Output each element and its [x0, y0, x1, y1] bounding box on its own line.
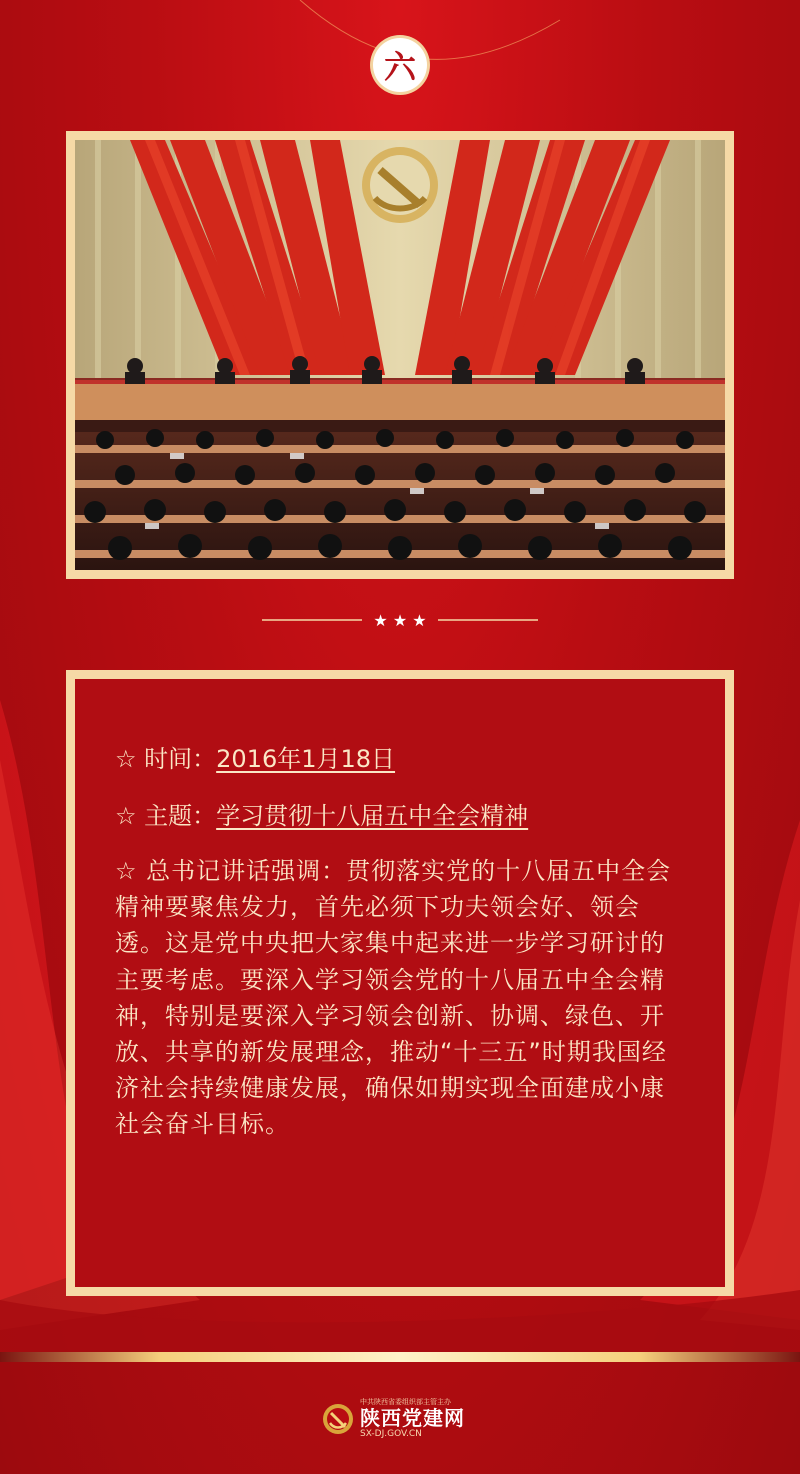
info-panel: [66, 670, 734, 1296]
party-emblem-icon: [322, 1403, 354, 1435]
photo-frame: [66, 131, 734, 579]
divider-stars: ★ ★ ★: [373, 611, 427, 630]
footer-logo: [322, 1398, 465, 1439]
theme-label: ☆ 主题：: [115, 802, 217, 830]
org-line: 中共陕西省委组织部主管主办: [360, 1398, 451, 1406]
info-panel-inner: [75, 679, 725, 1287]
site-url: SX-DJ.GOV.CN: [360, 1429, 422, 1439]
section-number: 六: [383, 48, 416, 86]
conference-photo: [75, 140, 725, 570]
site-name: 陕西党建网: [360, 1406, 465, 1430]
speech-paragraph: ☆ 总书记讲话强调：贯彻落实党的十八届五中全会精神要聚焦发力，首先必须下功夫领会好、领会透。这是党中央把大家集中起来进一步学习研讨的主要考虑。要深入学习领会党的十八届五中全会精神，特别是要深入学习领会创新、协调、绿色、开放、共享的新发展理念，推动“十三五”时期我国经济社会持续健康发展，确保如期实现全面建成小康社会奋斗目标。: [115, 857, 672, 1139]
gold-band: [0, 1352, 800, 1362]
time-line: [115, 741, 685, 777]
time-label: ☆ 时间：: [115, 745, 217, 773]
theme-value: 学习贯彻十八届五中全会精神: [216, 802, 529, 830]
star-divider: [262, 610, 538, 630]
logo-text: [360, 1398, 465, 1439]
time-value: 2016年1月18日: [216, 745, 396, 773]
section-number-badge: [373, 38, 427, 92]
theme-line: [115, 798, 685, 834]
